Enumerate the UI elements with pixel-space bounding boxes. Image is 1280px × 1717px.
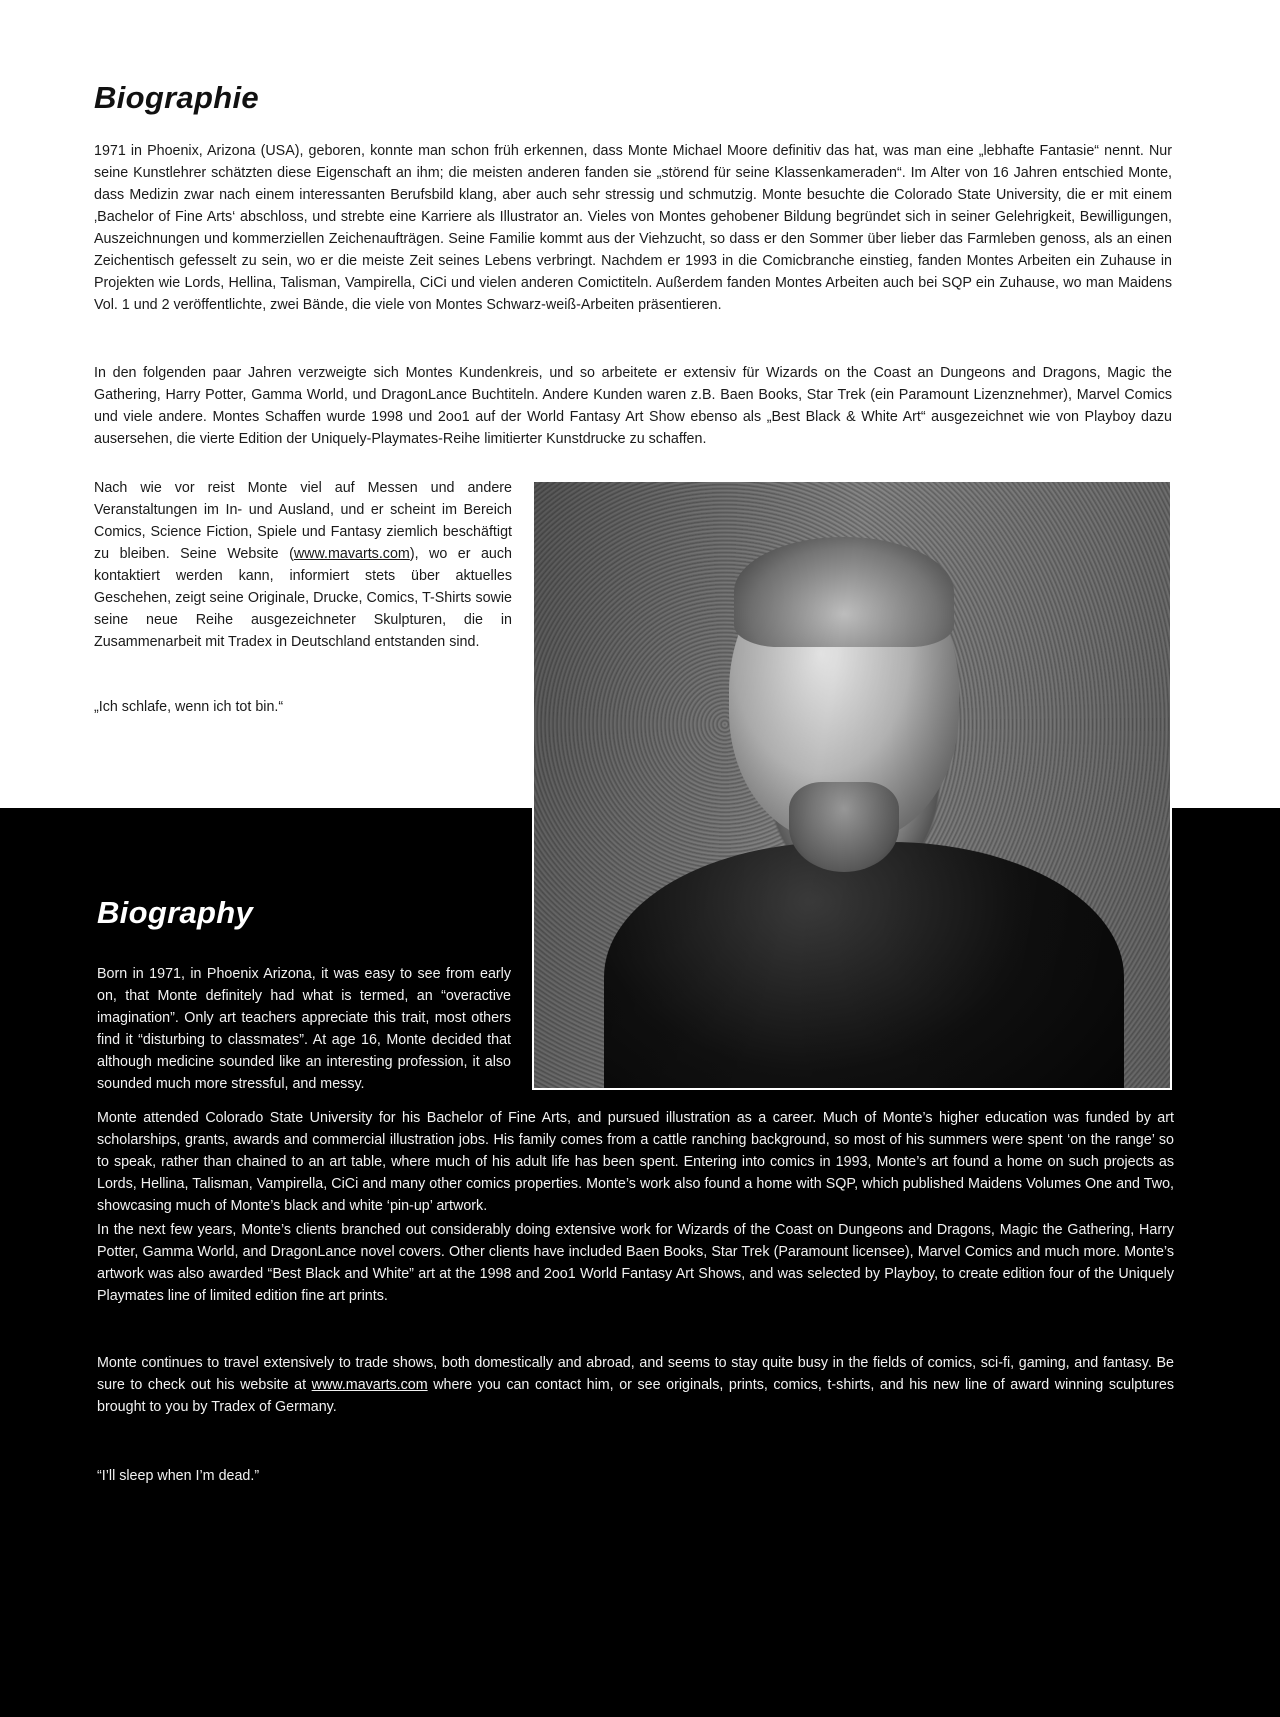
german-quote: „Ich schlafe, wenn ich tot bin.“ xyxy=(94,699,284,715)
german-paragraph-3-end: ), wo er auch kontaktiert werden kann, informiert stets über aktuelles Geschehen, zeigt seine Originale, Drucke, Comics, T-Shirts sowie seine neue Reihe ausgezeichneter Skulpturen, die in Zusammenarbeit mit Tradex in Deutschland entstanden sind. xyxy=(94,546,512,650)
german-title: Biographie xyxy=(94,80,259,115)
english-paragraph-3-end: where you can contact him, or see originals, prints, comics, t-shirts, and his new line of award winning sculptures brought to you by Tradex of Germany. xyxy=(97,1377,1174,1415)
english-paragraph-3-start: Monte continues to travel extensively to trade shows, both domestically and abroad, and seems to stay quite busy in the fields of comics, sci-fi, gaming, and fantasy. Be sure to check out his website at xyxy=(97,1355,1174,1393)
english-title: Biography xyxy=(97,895,253,930)
photo-shading xyxy=(534,482,1170,1088)
english-paragraph-2: In the next few years, Monte’s clients branched out considerably doing extensive work for Wizards of the Coast on Dungeons and Dragons, Magic the Gathering, Harry Potter, Gamma World, and DragonLance novel covers. Other clients have included Baen Books, Star Trek (Paramount licensee), Marvel Comics and much more. Monte’s artwork was also awarded “Best Black and White” art at the 1998 and 2oo1 World Fantasy Art Shows, and was selected by Playboy, to create edition four of the Uniquely Playmates line of limited edition fine art prints. xyxy=(97,1222,1174,1304)
english-quote: “I’ll sleep when I’m dead.” xyxy=(97,1468,260,1484)
english-website-link[interactable]: www.mavarts.com xyxy=(311,1377,428,1393)
german-paragraph-3-start: Nach wie vor reist Monte viel auf Messen und andere Veranstaltungen im In- und Ausland, und er scheint im Bereich Comics, Science Fiction, Spiele und Fantasy ziemlich beschäftigt zu bleiben. Seine Website ( xyxy=(94,480,512,562)
english-paragraph-3 xyxy=(97,1352,1174,1418)
german-paragraph-3 xyxy=(94,477,512,653)
german-website-link[interactable]: www.mavarts.com xyxy=(293,546,410,562)
german-paragraph-2: In den folgenden paar Jahren verzweigte sich Montes Kundenkreis, und so arbeitete er extensiv für Wizards on the Coast an Dungeons and Dragons, Magic the Gathering, Harry Potter, Gamma World, und DragonLance Buchtiteln. Andere Kunden waren z.B. Baen Books, Star Trek (ein Paramount Lizenznehmer), Marvel Comics und viele andere. Montes Schaffen wurde 1998 und 2oo1 auf der World Fantasy Art Show ebenso als „Best Black & White Art“ ausgezeichnet wie von Playboy dazu ausersehen, die vierte Edition der Uniquely-Playmates-Reihe limitierter Kunstdrucke zu schaffen. xyxy=(94,365,1172,447)
english-paragraph-1-start: Born in 1971, in Phoenix Arizona, it was easy to see from early on, that Monte definitely had what is termed, an “overactive imagination”. Only art teachers appreciate this trait, most others find it “disturbing to classmates”. At age 16, Monte decided that although medicine sounded like an interesting profession, it also sounded much more stressful, and messy. xyxy=(97,966,511,1092)
german-paragraph-1: 1971 in Phoenix, Arizona (USA), geboren, konnte man schon früh erkennen, dass Monte Michael Moore definitiv das hat, was man eine „lebhafte Fantasie“ nennt. Nur seine Kunstlehrer schätzten diese Eigenschaft an ihm; die meisten anderen fanden sie „störend für seine Klassenkameraden“. Im Alter von 16 Jahren entschied Monte, dass Medizin zwar nach einem interessanten Berufsbild klang, aber auch sehr stressig und schmutzig. Monte besuchte die Colorado State University, die er mit einem ‚Bachelor of Fine Arts‘ abschloss, und strebte eine Karriere als Illustrator an. Vieles von Montes gehobener Bildung begründet sich in seiner Gelehrigkeit, Bewilligungen, Auszeichnungen und kommerziellen Zeichenaufträgen. Seine Familie kommt aus der Viehzucht, so dass er den Sommer über lieber das Farmleben genoss, als an einen Zeichentisch gefesselt zu sein, wo er die meiste Zeit seines Lebens verbringt. Nachdem er 1993 in die Comicbranche einstieg, fanden Montes Arbeiten ein Zuhause in Projekten wie Lords, Hellina, Talisman, Vampirella, CiCi und vielen anderen Comictiteln. Außerdem fanden Montes Arbeiten auch bei SQP ein Zuhause, wo man Maidens Vol. 1 und 2 veröffentlichte, zwei Bände, die viele von Montes Schwarz-weiß-Arbeiten präsentieren. xyxy=(94,143,1172,313)
english-paragraph-1-end: Monte attended Colorado State University for his Bachelor of Fine Arts, and pursued illustration as a career. Much of Monte’s higher education was funded by art scholarships, grants, awards and commercial illustration jobs. His family comes from a cattle ranching background, so most of his summers were spent ‘on the range’ so to speak, rather than chained to an art table, where much of his adult life has been spent. Entering into comics in 1993, Monte’s art found a home on such projects as Lords, Hellina, Talisman, Vampirella, CiCi and many other comics properties. Monte’s work also found a home with SQP, which published Maidens Volumes One and Two, showcasing much of Monte’s black and white ‘pin-up’ artwork. xyxy=(97,1110,1174,1214)
portrait-photo xyxy=(532,480,1172,1090)
